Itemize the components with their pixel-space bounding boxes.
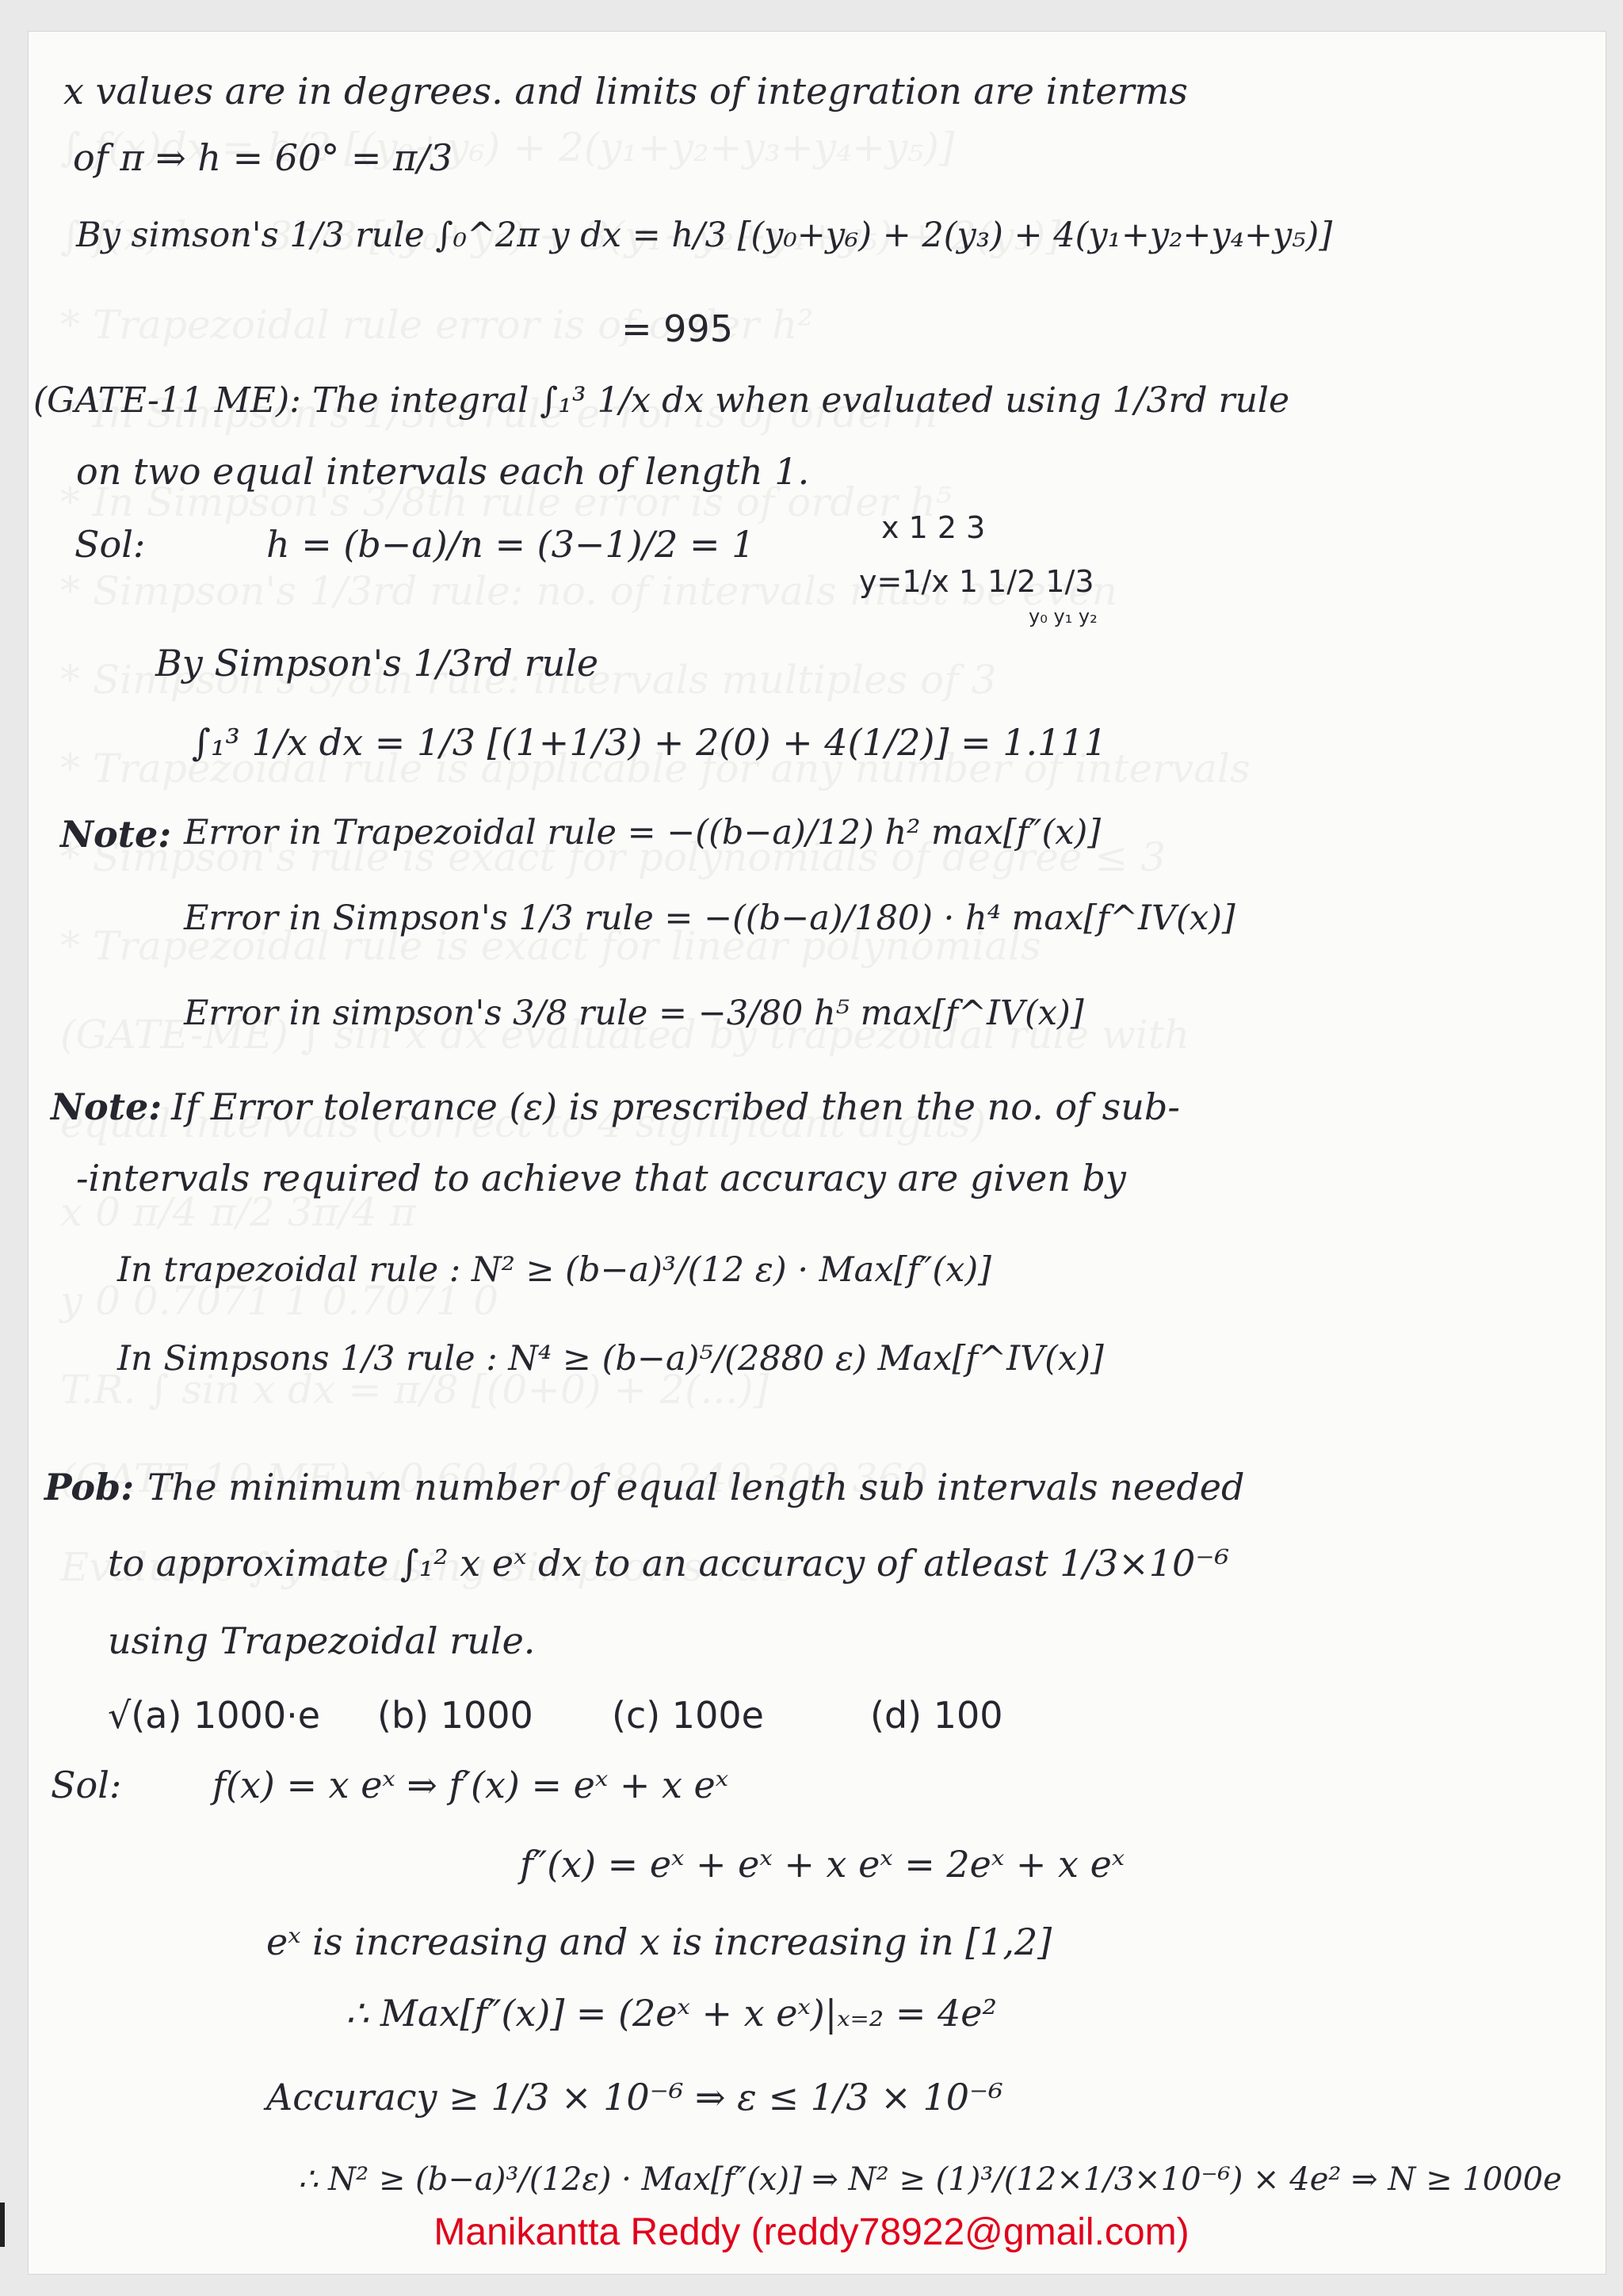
text-line: of π ⇒ h = 60° = π/3	[73, 136, 453, 179]
solution-step: f(x) = x eˣ ⇒ f′(x) = eˣ + x eˣ	[212, 1764, 729, 1806]
table-subscripts: y₀ y₁ y₂	[1029, 605, 1098, 627]
solution-step: Accuracy ≥ 1/3 × 10⁻⁶ ⇒ ε ≤ 1/3 × 10⁻⁶	[266, 2076, 1003, 2119]
tolerance-trapezoidal: In trapezoidal rule : N² ≥ (b−a)³/(12 ε) · Max[f″(x)]	[117, 1250, 991, 1290]
table-y-row: y=1/x 1 1/2 1/3	[859, 564, 1094, 599]
document-page	[29, 32, 1606, 2274]
solution-label: Sol:	[51, 1764, 122, 1806]
text-line: on two equal intervals each of length 1.	[76, 450, 810, 493]
show-through-texture	[60, 103, 1582, 1611]
error-simpsons-three-eighth: Error in simpson's 3/8 rule = −3/80 h⁵ max[f^IV(x)]	[184, 994, 1084, 1033]
option-d: (d) 100	[870, 1694, 1003, 1737]
option-b: (b) 1000	[377, 1694, 533, 1737]
author-footer: Manikantta Reddy (reddy78922@gmail.com)	[433, 2211, 1190, 2253]
option-a: √(a) 1000·e	[108, 1694, 321, 1737]
error-simpsons-one-third: Error in Simpson's 1/3 rule = −((b−a)/180) · h⁴ max[f^IV(x)]	[184, 898, 1235, 938]
solution-step: ∴ Max[f″(x)] = (2eˣ + x eˣ)|ₓ₌₂ = 4e²	[346, 1992, 997, 2035]
solution-step: eˣ is increasing and x is increasing in [1,2]	[266, 1920, 1052, 1963]
text-line: using Trapezoidal rule.	[108, 1619, 536, 1662]
text-line: x values are in degrees. and limits of integration are interms	[63, 70, 1188, 113]
tolerance-simpsons: In Simpsons 1/3 rule : N⁴ ≥ (b−a)⁵/(2880 ε) Max[f^IV(x)]	[117, 1339, 1104, 1379]
solution-step: ∴ N² ≥ (b−a)³/(12ε) · Max[f″(x)] ⇒ N² ≥ (1)³/(12×1/3×10⁻⁶) × 4e² ⇒ N ≥ 1000e	[298, 2161, 1562, 2198]
step-size-equation: h = (b−a)/n = (3−1)/2 = 1	[266, 523, 755, 566]
integral-result: ∫₁³ 1/x dx = 1/3 [(1+1/3) + 2(0) + 4(1/2)] = 1.111	[192, 721, 1107, 764]
table-x-row: x 1 2 3	[881, 510, 986, 545]
error-trapezoidal: Error in Trapezoidal rule = −((b−a)/12) h² max[f″(x)]	[184, 813, 1102, 852]
text-line: If Error tolerance (ε) is prescribed then the no. of sub-	[171, 1085, 1180, 1128]
problem-label: Pob:	[44, 1466, 135, 1508]
note-label: Note:	[51, 1085, 162, 1128]
text-line: By Simpson's 1/3rd rule	[155, 642, 599, 685]
simpsons-formula: By simson's 1/3 rule ∫₀^2π y dx = h/3 [(y₀+y₆) + 2(y₃) + 4(y₁+y₂+y₄+y₅)]	[76, 215, 1333, 255]
note-label: Note:	[60, 813, 172, 856]
text-line: The minimum number of equal length sub intervals needed	[147, 1466, 1245, 1508]
option-c: (c) 100e	[612, 1694, 764, 1737]
solution-label: Sol:	[74, 523, 146, 566]
solution-step: f″(x) = eˣ + eˣ + x eˣ = 2eˣ + x eˣ	[520, 1843, 1125, 1886]
text-line: -intervals required to achieve that accuracy are given by	[76, 1157, 1126, 1199]
text-line: to approximate ∫₁² x eˣ dx to an accuracy of atleast 1/3×10⁻⁶	[108, 1542, 1230, 1585]
gate-question: (GATE-11 ME): The integral ∫₁³ 1/x dx when evaluated using 1/3rd rule	[33, 380, 1290, 421]
result-value: = 995	[621, 307, 733, 350]
